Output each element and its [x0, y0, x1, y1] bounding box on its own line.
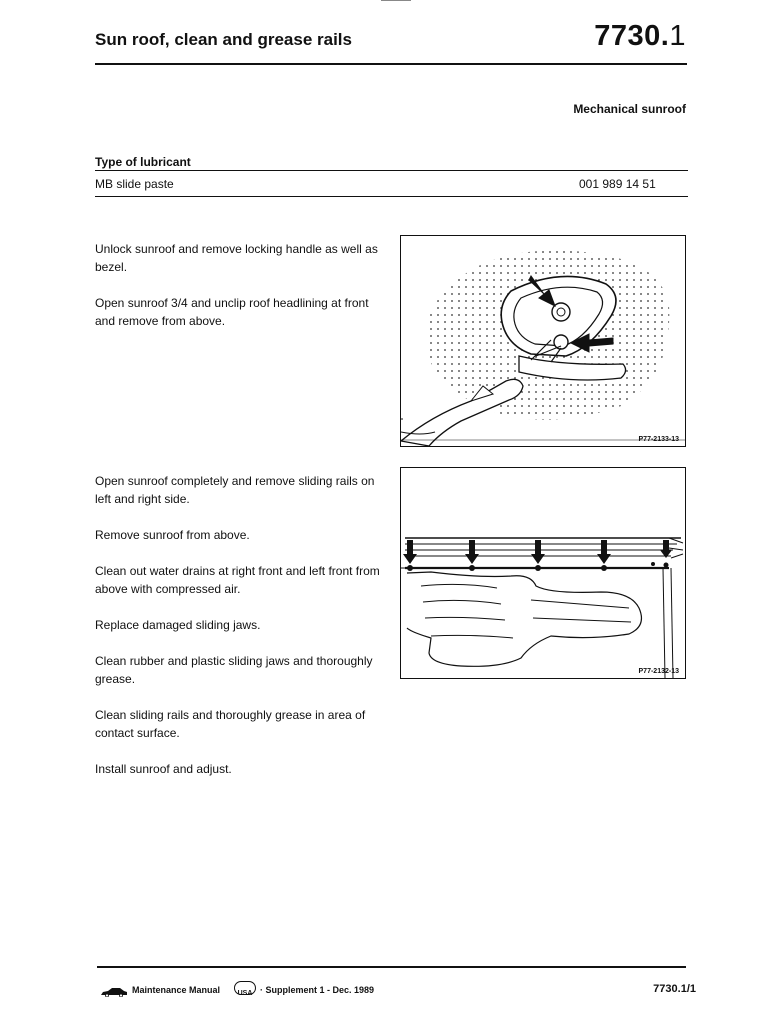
footer-rule: [97, 966, 686, 968]
car-logo-icon: [100, 984, 128, 1002]
document-number: [594, 20, 686, 53]
step-4: Remove sunroof from above.: [95, 528, 250, 542]
lubricant-part-number: 001 989 14 51: [579, 177, 656, 191]
lubricant-rule-top: [95, 170, 688, 171]
lubricant-rule-bottom: [95, 196, 688, 197]
step-2: Open sunroof 3/4 and unclip roof headlining at front and remove from above.: [95, 296, 369, 328]
step-3: Open sunroof completely and remove sliding rails on left and right side.: [95, 474, 375, 506]
section-subheading: Mechanical sunroof: [573, 102, 686, 116]
step-9: Install sunroof and adjust.: [95, 762, 232, 776]
step-8: Clean sliding rails and thoroughly grease in area of contact surface.: [95, 708, 366, 740]
lubricant-name: MB slide paste: [95, 177, 174, 191]
usa-badge: [234, 981, 256, 995]
document-number-main: 7730.: [594, 20, 670, 52]
step-6: Replace damaged sliding jaws.: [95, 618, 261, 632]
figure-2-code: P77-2132-13: [638, 668, 679, 675]
page-title: Sun roof, clean and grease rails: [95, 30, 352, 49]
locking-handle-illustration: [401, 236, 685, 446]
header-rule: [95, 63, 687, 65]
footer-manual-label: Maintenance Manual: [132, 985, 221, 995]
figure-1-code: P77-2133-13: [638, 436, 679, 443]
figure-sliding-rails: [400, 467, 686, 679]
scan-top-mark: [381, 0, 411, 1]
lubricant-label: Type of lubricant: [95, 155, 191, 169]
step-5: Clean out water drains at right front and left front from above with compressed air.: [95, 564, 380, 596]
sliding-rails-illustration: [401, 468, 685, 678]
figure-locking-handle: [400, 235, 686, 447]
page-number: 7730.1/1: [653, 983, 696, 995]
usa-badge-label: USA: [237, 990, 253, 997]
document-number-suffix: 1: [669, 20, 686, 52]
footer-supplement: · Supplement 1 - Dec. 1989: [260, 985, 375, 995]
step-1: Unlock sunroof and remove locking handle as well as bezel.: [95, 242, 378, 274]
step-7: Clean rubber and plastic sliding jaws and thoroughly grease.: [95, 654, 373, 686]
